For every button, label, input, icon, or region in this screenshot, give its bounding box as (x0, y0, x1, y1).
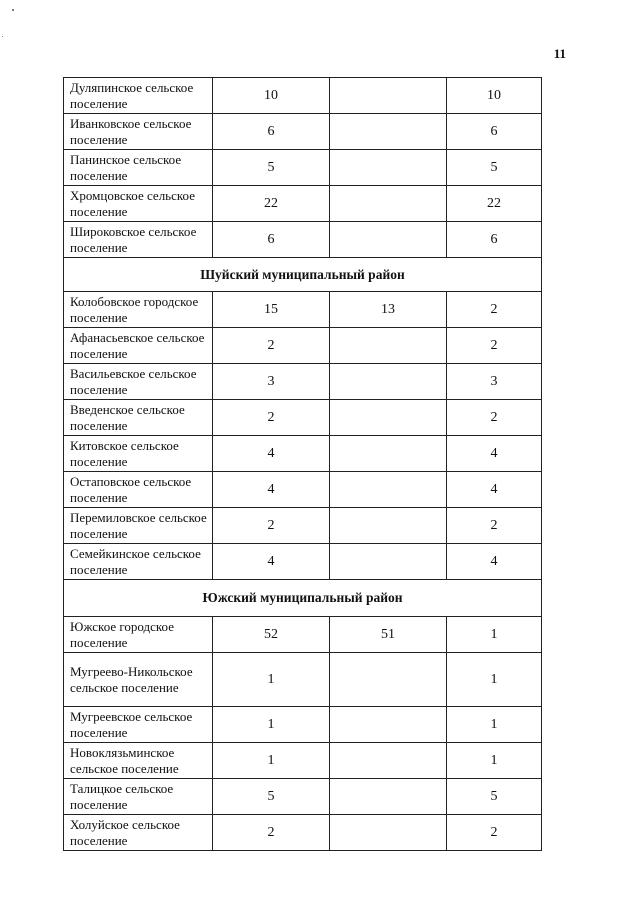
scan-speck (12, 9, 14, 11)
last-value: 4 (447, 544, 542, 580)
settlement-name: Панинское сельское поселение (64, 150, 213, 186)
mid-value (330, 328, 447, 364)
total-value: 6 (213, 222, 330, 258)
table-row (64, 78, 542, 114)
last-value: 6 (447, 114, 542, 150)
total-value: 52 (213, 617, 330, 653)
settlement-name: Семейкинское сельское поселение (64, 544, 213, 580)
total-value: 2 (213, 328, 330, 364)
total-value: 5 (213, 150, 330, 186)
mid-value (330, 815, 447, 851)
last-value: 2 (447, 400, 542, 436)
total-value: 2 (213, 400, 330, 436)
table-row (64, 779, 542, 815)
mid-value (330, 222, 447, 258)
mid-value: 13 (330, 292, 447, 328)
table-row (64, 617, 542, 653)
mid-value (330, 508, 447, 544)
settlement-name: Талицкое сельское поселение (64, 779, 213, 815)
settlement-name: Южское городское поселение (64, 617, 213, 653)
total-value: 1 (213, 743, 330, 779)
settlement-name: Введенское сельское поселение (64, 400, 213, 436)
settlement-name: Холуйское сельское поселение (64, 815, 213, 851)
last-value: 4 (447, 472, 542, 508)
last-value: 22 (447, 186, 542, 222)
settlement-name: Мугреево-Никольское сельское поселение (64, 653, 213, 707)
last-value: 5 (447, 779, 542, 815)
mid-value (330, 400, 447, 436)
section-row (64, 258, 542, 292)
last-value: 1 (447, 743, 542, 779)
table-row (64, 150, 542, 186)
table-row (64, 400, 542, 436)
allocation-table (63, 77, 542, 851)
table-row (64, 815, 542, 851)
mid-value (330, 78, 447, 114)
mid-value: 51 (330, 617, 447, 653)
table-row (64, 114, 542, 150)
mid-value (330, 779, 447, 815)
last-value: 4 (447, 436, 542, 472)
table-row (64, 743, 542, 779)
total-value: 6 (213, 114, 330, 150)
mid-value (330, 472, 447, 508)
table-row (64, 653, 542, 707)
total-value: 4 (213, 436, 330, 472)
last-value: 3 (447, 364, 542, 400)
table-row (64, 292, 542, 328)
mid-value (330, 114, 447, 150)
last-value: 2 (447, 328, 542, 364)
mid-value (330, 364, 447, 400)
total-value: 22 (213, 186, 330, 222)
page-number: 11 (553, 46, 566, 61)
last-value: 2 (447, 292, 542, 328)
mid-value (330, 544, 447, 580)
table-row (64, 436, 542, 472)
total-value: 5 (213, 779, 330, 815)
mid-value (330, 436, 447, 472)
mid-value (330, 707, 447, 743)
settlement-name: Китовское сельское поселение (64, 436, 213, 472)
table-row (64, 544, 542, 580)
total-value: 4 (213, 472, 330, 508)
table-row (64, 472, 542, 508)
section-row (64, 580, 542, 617)
last-value: 2 (447, 815, 542, 851)
settlement-name: Перемиловское сельское поселение (64, 508, 213, 544)
total-value: 1 (213, 707, 330, 743)
total-value: 2 (213, 815, 330, 851)
total-value: 3 (213, 364, 330, 400)
last-value: 10 (447, 78, 542, 114)
settlement-name: Новоклязьминское сельское поселение (64, 743, 213, 779)
table-row (64, 328, 542, 364)
settlement-name: Иванковское сельское поселение (64, 114, 213, 150)
last-value: 1 (447, 617, 542, 653)
settlement-name: Остаповское сельское поселение (64, 472, 213, 508)
section-heading-yuzha: Южский муниципальный район (64, 580, 542, 617)
last-value: 2 (447, 508, 542, 544)
last-value: 1 (447, 707, 542, 743)
last-value: 5 (447, 150, 542, 186)
table-row (64, 222, 542, 258)
table-row (64, 508, 542, 544)
section-heading-shuya: Шуйский муниципальный район (64, 258, 542, 292)
settlement-name: Афанасьевское сельское поселение (64, 328, 213, 364)
total-value: 15 (213, 292, 330, 328)
last-value: 1 (447, 653, 542, 707)
table-row (64, 186, 542, 222)
mid-value (330, 150, 447, 186)
total-value: 1 (213, 653, 330, 707)
settlement-name: Хромцовское сельское поселение (64, 186, 213, 222)
mid-value (330, 743, 447, 779)
scan-speck (2, 36, 3, 37)
total-value: 10 (213, 78, 330, 114)
mid-value (330, 653, 447, 707)
settlement-name: Колобовское городское поселение (64, 292, 213, 328)
table-row (64, 364, 542, 400)
last-value: 6 (447, 222, 542, 258)
mid-value (330, 186, 447, 222)
total-value: 4 (213, 544, 330, 580)
total-value: 2 (213, 508, 330, 544)
settlement-name: Дуляпинское сельское поселение (64, 78, 213, 114)
settlement-name: Широковское сельское поселение (64, 222, 213, 258)
settlement-name: Мугреевское сельское поселение (64, 707, 213, 743)
settlement-name: Васильевское сельское поселение (64, 364, 213, 400)
table-row (64, 707, 542, 743)
